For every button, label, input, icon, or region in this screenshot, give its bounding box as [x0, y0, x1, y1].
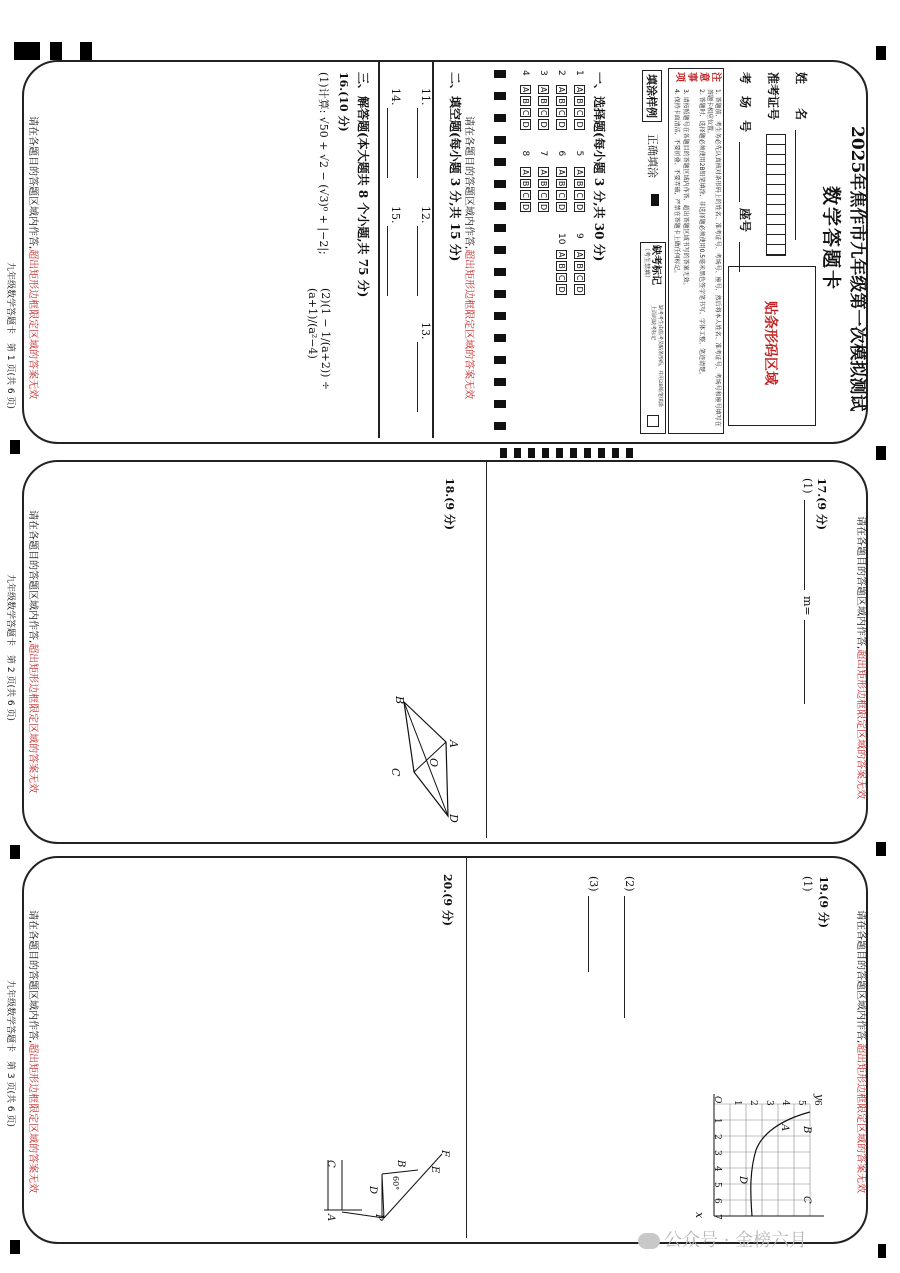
- timing-mark: [876, 842, 886, 856]
- warning-text-red: 超出矩形边框限定区域的答案无效: [855, 649, 866, 800]
- option-a[interactable]: A: [575, 251, 584, 258]
- q19-label: 19.(9 分): [817, 876, 830, 929]
- fig18-label-o: O: [427, 758, 440, 768]
- option-d[interactable]: D: [557, 121, 566, 128]
- q17-blank-m[interactable]: [804, 620, 805, 704]
- graph-point-d: D: [737, 1176, 748, 1185]
- option-c[interactable]: C: [521, 109, 530, 116]
- absent-mark-label: 缺考标记: [650, 245, 661, 285]
- option-a[interactable]: A: [521, 169, 530, 175]
- option-c[interactable]: C: [557, 109, 566, 116]
- warning-text: 请在各题目的答题区域内作答,: [855, 910, 866, 1044]
- panel-warning-left: [27, 116, 42, 399]
- option-c[interactable]: C: [539, 109, 548, 116]
- option-b[interactable]: B: [539, 98, 548, 104]
- section-divider: [378, 62, 380, 438]
- absent-mark-instruction: 缺考考生由监考员贴条形码，并用2B铅笔填涂上面的缺考标记: [650, 305, 663, 407]
- option-a[interactable]: A: [539, 86, 548, 93]
- watermark-text: 公众号 · 金榜六月: [664, 1230, 808, 1251]
- graph-tick-y: 1: [732, 1100, 742, 1106]
- choice-number: 10: [556, 233, 566, 245]
- choice-number: 4: [520, 70, 530, 76]
- graph-tick-y: 5: [796, 1100, 806, 1106]
- graph-y-label: y: [813, 1094, 826, 1101]
- q20-figure: [322, 1150, 456, 1230]
- option-b[interactable]: B: [575, 98, 584, 104]
- absent-mark-note: （考生禁填）: [643, 245, 650, 282]
- q20-label: 20.(9 分): [441, 874, 454, 927]
- graph-tick-y: 3: [764, 1100, 774, 1106]
- timing-mark: [10, 1240, 20, 1254]
- fig18-label-c: C: [389, 768, 402, 777]
- fig20-label-c: C: [325, 1160, 336, 1168]
- choice-row: [552, 70, 570, 297]
- exam-title: 2025年焦作市九年级第一次模拟测试: [847, 126, 867, 412]
- graph-tick-x: 1: [712, 1118, 722, 1124]
- section-fill-title: 二、填空题(每小题 3 分,共 15 分): [448, 72, 462, 262]
- blank-15-line[interactable]: [387, 226, 388, 296]
- option-d[interactable]: D: [539, 203, 548, 211]
- option-c[interactable]: C: [521, 192, 530, 198]
- choice-number: 2: [556, 70, 566, 76]
- graph-tick-x: 6: [712, 1198, 722, 1204]
- timing-mark: [876, 46, 886, 60]
- fill-example-label: 填涂样例: [642, 70, 662, 122]
- option-a[interactable]: A: [557, 251, 566, 258]
- diagonal-line: [404, 702, 448, 816]
- section-solve: [276, 66, 376, 436]
- choice-number: 8: [520, 150, 530, 157]
- q16-label: 16.(10 分): [337, 72, 350, 132]
- option-c[interactable]: C: [575, 109, 584, 116]
- timing-strip: [500, 448, 640, 458]
- section-choice: [502, 66, 612, 436]
- option-b[interactable]: B: [521, 180, 530, 187]
- correct-fill-sample: [651, 194, 659, 206]
- timing-mark: [10, 845, 20, 859]
- card-title: 数学答题卡: [820, 186, 842, 292]
- graph-tick-x: 4: [712, 1166, 722, 1172]
- option-a[interactable]: A: [539, 169, 548, 175]
- fig20-label-f: F: [439, 1150, 450, 1157]
- option-a[interactable]: A: [557, 169, 566, 175]
- fig20-label-a: A: [325, 1214, 336, 1222]
- choice-number: 3: [538, 70, 548, 76]
- section-choice-title: 一、选择题(每小题 3 分,共 30 分): [592, 72, 606, 262]
- student-name-label: 姓 名: [794, 72, 808, 121]
- graph-tick-y: 4: [780, 1100, 790, 1106]
- blank-11-line[interactable]: [417, 108, 418, 178]
- option-a[interactable]: A: [521, 86, 530, 93]
- option-c[interactable]: C: [557, 192, 566, 198]
- timing-mark: [876, 446, 886, 460]
- timing-mark: [494, 430, 495, 431]
- warning-text-red: 超出矩形边框限定区域的答案无效: [27, 643, 38, 794]
- timing-strip: [494, 70, 506, 430]
- panel-divider: [466, 858, 467, 1238]
- warning-text-red: 超出矩形边框限定区域的答案无效: [855, 1043, 866, 1194]
- warning-text-red: 超出矩形边框限定区域的答案无效: [463, 249, 474, 400]
- option-d[interactable]: D: [557, 203, 566, 211]
- warning-text: 请在各题目的答题区域内作答,: [463, 116, 474, 250]
- fig18-label-d: D: [447, 814, 460, 823]
- page-footer: 九年级数学答题卡 第 1 页(共 6 页): [5, 262, 15, 409]
- fig20-label-b: B: [395, 1160, 406, 1168]
- notice-label: 注意事项: [674, 72, 721, 82]
- notice-item: 1. 答题前，考生务必先认真核对条形码上的姓名、准考证号、考场号、座号，然后将本人姓名、准考证号、考场号和座号填写在答题卡相应位置。: [706, 89, 721, 427]
- graph-tick-x: 3: [712, 1150, 722, 1156]
- option-a[interactable]: A: [557, 86, 566, 93]
- timing-mark: [80, 42, 92, 60]
- q17-blank-1[interactable]: [804, 500, 805, 590]
- q19-blank-3[interactable]: [588, 896, 589, 972]
- panel-warning-left: [27, 910, 42, 1193]
- option-b[interactable]: B: [539, 180, 548, 187]
- fig20-label-p: P: [373, 1214, 384, 1221]
- student-name-line[interactable]: [795, 130, 796, 240]
- warning-text: 请在各题目的答题区域内作答,: [27, 910, 38, 1044]
- warning-text: 请在各题目的答题区域内作答,: [27, 116, 38, 250]
- absent-mark-box: [640, 242, 666, 434]
- choice-number: 6: [556, 150, 566, 157]
- choice-row: [570, 70, 588, 297]
- blank-13-line[interactable]: [417, 342, 418, 412]
- room-number-label: 考 场 号: [738, 72, 752, 133]
- option-d[interactable]: D: [575, 121, 584, 128]
- choice-row: [516, 70, 534, 297]
- option-d[interactable]: D: [539, 121, 548, 128]
- fig20-label-e: E: [429, 1166, 440, 1174]
- page-footer: 九年级数学答题卡 第 2 页(共 6 页): [5, 574, 15, 721]
- graph-point-a: A: [779, 1124, 790, 1132]
- timing-mark: [50, 42, 62, 60]
- warning-text-red: 超出矩形边框限定区域的答案无效: [27, 1043, 38, 1194]
- blank-13-label: 13.: [419, 322, 432, 340]
- absent-mark-checkbox[interactable]: [647, 415, 659, 427]
- seat-number-label: 座号: [738, 208, 752, 233]
- panel-warning-right: [855, 910, 870, 1193]
- option-c[interactable]: C: [575, 192, 584, 198]
- page-footer: 九年级数学答题卡 第 3 页(共 6 页): [5, 980, 15, 1127]
- option-b[interactable]: B: [575, 180, 584, 187]
- option-a[interactable]: A: [575, 86, 584, 93]
- panel-warning-left: [27, 510, 42, 793]
- fig20-angle: 60°: [391, 1176, 400, 1191]
- timing-mark: [878, 1244, 886, 1258]
- timing-mark: [14, 42, 40, 60]
- q19-part3: (3): [587, 876, 600, 892]
- q16-part2: (2)(1 − 1/(a+2)) ÷ (a+1)/(a²−4): [306, 288, 332, 391]
- blank-14-label: 14.: [389, 88, 402, 106]
- q19-graph: [700, 1090, 830, 1230]
- blank-15-label: 15.: [389, 206, 402, 224]
- choice-number: 9: [574, 233, 584, 239]
- diagonal-line: [414, 742, 446, 772]
- option-a[interactable]: A: [575, 169, 584, 175]
- option-d[interactable]: D: [575, 286, 584, 293]
- q16-part1: (1)计算: √50 + √2 − (√3)⁰ + |−2|;: [317, 72, 330, 255]
- header-block: [638, 66, 878, 436]
- warning-text: 请在各题目的答题区域内作答,: [27, 510, 38, 644]
- q17-m-label: m=: [801, 596, 814, 616]
- correct-fill-label: 正确填涂: [646, 134, 659, 178]
- option-b[interactable]: B: [557, 180, 566, 187]
- exam-number-label: 准考证号: [766, 72, 780, 121]
- barcode-area: [728, 266, 816, 426]
- fig20-label-d: D: [367, 1186, 378, 1195]
- choice-row: [534, 70, 552, 297]
- option-c[interactable]: C: [575, 274, 584, 281]
- graph-tick-x: 2: [712, 1134, 722, 1140]
- q19-part1: (1): [801, 876, 814, 892]
- fig18-label-a: A: [447, 740, 460, 748]
- notice-item: 2. 答题时，选择题必须使用2B铅笔填涂，非选择题必须使用0.5毫米黑色签字笔书写，字体工整、笔迹清楚。: [698, 89, 705, 379]
- q17-label: 17.(9 分): [815, 478, 828, 531]
- figure-line: [382, 1170, 418, 1174]
- panel-warning: [463, 116, 478, 399]
- wechat-icon: [638, 1233, 660, 1249]
- option-c[interactable]: C: [539, 192, 548, 198]
- choice-number: 7: [538, 150, 548, 157]
- graph-tick-y: 6: [812, 1100, 822, 1106]
- choice-grid: [516, 70, 588, 297]
- notice-box: [668, 68, 724, 434]
- q19-part2: (2): [623, 876, 636, 892]
- timing-mark: [10, 440, 20, 454]
- q19-blank-2[interactable]: [624, 896, 625, 1018]
- barcode-label: 贴条形码区域: [762, 301, 778, 385]
- blank-11-label: 11.: [419, 88, 432, 106]
- warning-text: 请在各题目的答题区域内作答,: [855, 516, 866, 650]
- blank-14-line[interactable]: [387, 108, 388, 178]
- option-b[interactable]: B: [557, 98, 566, 104]
- exam-number-boxes[interactable]: [766, 134, 786, 256]
- warning-text-red: 超出矩形边框限定区域的答案无效: [27, 249, 38, 400]
- watermark: [638, 1226, 807, 1252]
- option-b[interactable]: B: [557, 263, 566, 269]
- choice-number: 1: [574, 70, 584, 76]
- graph-tick-y: 2: [748, 1100, 758, 1106]
- choice-number: 5: [574, 150, 584, 157]
- graph-tick-x: 7: [712, 1214, 722, 1220]
- q17-part1: (1): [801, 478, 814, 494]
- blank-12-line[interactable]: [417, 226, 418, 296]
- graph-x-label: x: [693, 1212, 706, 1219]
- panel-divider: [486, 462, 487, 838]
- blank-12-label: 12.: [419, 206, 432, 224]
- option-b[interactable]: B: [575, 263, 584, 269]
- option-b[interactable]: B: [521, 98, 530, 104]
- graph-point-b: B: [801, 1126, 812, 1134]
- option-d[interactable]: D: [521, 121, 530, 128]
- graph-point-c: C: [801, 1196, 812, 1204]
- section-divider: [432, 62, 434, 438]
- q18-label: 18.(9 分): [443, 478, 456, 531]
- option-c[interactable]: C: [557, 274, 566, 281]
- option-d[interactable]: D: [557, 286, 566, 293]
- graph-tick-x: 5: [712, 1182, 722, 1188]
- section-solve-title: 三、解答题(本大题共 8 个小题,共 75 分): [356, 72, 370, 298]
- notice-item: 4. 保持卡面清洁，不要折叠、不要弄破，严禁在答题卡上做任何标记。: [673, 89, 680, 277]
- notice-item: 3. 请按照题号在各题目的答题区域内作答，超出答题区域书写的答案无效。: [682, 89, 689, 289]
- room-number-line[interactable]: [739, 142, 740, 202]
- fig18-label-b: B: [393, 696, 406, 705]
- option-d[interactable]: D: [521, 203, 530, 211]
- option-d[interactable]: D: [575, 203, 584, 211]
- section-fill: [378, 66, 468, 436]
- graph-origin: O: [712, 1096, 722, 1104]
- panel-warning-right: [855, 516, 870, 799]
